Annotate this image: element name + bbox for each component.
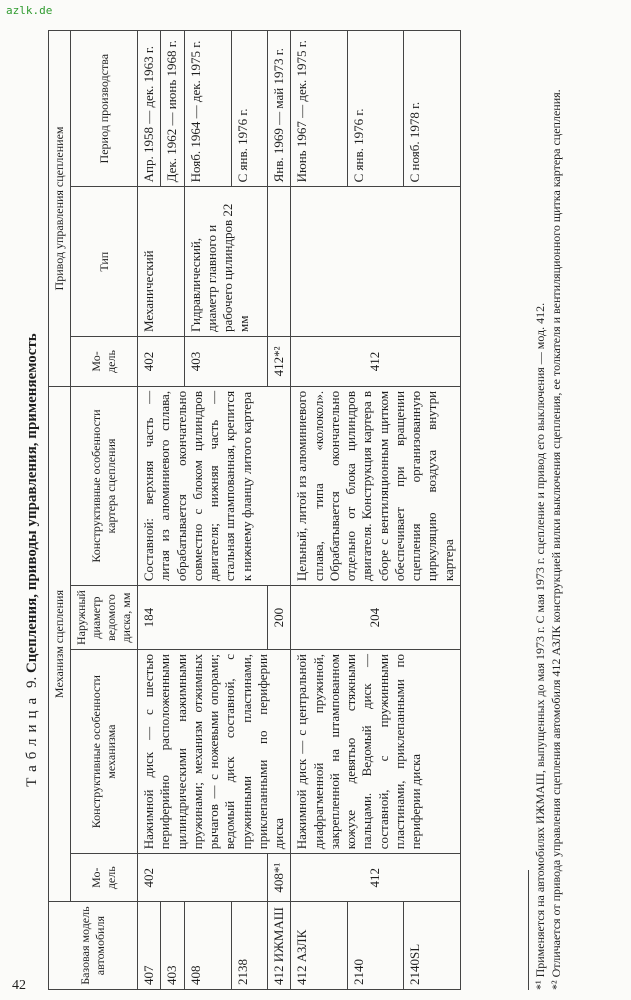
- base-model-cell: 2140SL: [404, 902, 461, 990]
- mech-features-cell: Нажимной диск — с шестью периферийно расположенными цилиндрическими нажимными пружинами; механизм отжимных рычагов — с ножевыми опорами; ведомый диск составной, с пружинными пластинами, приклепанными по периферии диска: [138, 650, 291, 854]
- drive-model-cell: 412: [291, 337, 461, 387]
- drive-type-cell: [291, 187, 461, 337]
- drive-model-cell: 412*²: [268, 337, 291, 387]
- period-cell: Апр. 1958 — дек. 1963 г.: [138, 31, 161, 187]
- caption-prefix: Таблица: [24, 691, 40, 787]
- clutch-table: [48, 30, 461, 990]
- header-drive-model: Мо-дель: [71, 337, 138, 387]
- base-model-cell: 408: [184, 902, 232, 990]
- caption-title: Сцепления, приводы управления, применяемость: [24, 333, 40, 674]
- period-cell: С янв. 1976 г.: [232, 31, 268, 187]
- base-model-cell: 2140: [347, 902, 404, 990]
- header-mech-features: Конструктивные особенности механизма: [71, 650, 138, 854]
- header-clutch-mechanism: Механизм сцепления: [49, 386, 71, 901]
- mech-features-cell: Нажимной диск — с центральной диафрагменной пружиной, закрепленной на штампованном кожухе девятью стяжными пальцами. Ведомый диск — составной, с пружинными пластинами, приклепанными по периферии диска: [291, 650, 461, 854]
- base-model-cell: 2138: [232, 902, 268, 990]
- table-row: [138, 31, 161, 990]
- footnote-2: *² Отличается от привода управления сцепления автомобиля 412 АЗЛК конструкцией вилки выключения сцепления, ее толкателя и вентиляционного щитка картера сцепления.: [548, 89, 563, 990]
- mech-model-cell: 408*¹: [268, 854, 291, 902]
- period-cell: Июнь 1967 — дек. 1975 г.: [291, 31, 348, 187]
- disc-diameter-cell: 200: [268, 586, 291, 650]
- period-cell: Дек. 1962 — июнь 1968 г.: [161, 31, 184, 187]
- drive-model-cell: 402: [138, 337, 185, 387]
- footnotes: [528, 30, 564, 990]
- table-row: [291, 31, 348, 990]
- base-model-cell: 403: [161, 902, 184, 990]
- caption-number: 9.: [24, 676, 40, 689]
- drive-type-cell: Гидравлический, диаметр главного и рабочего цилиндров 22 мм: [184, 187, 268, 337]
- period-cell: С нояб. 1978 г.: [404, 31, 461, 187]
- header-base-model: Базовая модель автомобиля: [49, 902, 138, 990]
- drive-type-cell: [268, 187, 291, 337]
- header-disc-diameter: Наружный диаметр ведомого диска, мм: [71, 586, 138, 650]
- header-drive-type: Тип: [71, 187, 138, 337]
- footnote-divider: [528, 870, 529, 990]
- header-housing-features: Конструктивные особенности картера сцепления: [71, 386, 138, 585]
- footnote-1: *¹ Применяется на автомобилях ИЖМАШ, выпущенных до мая 1973 г. С мая 1973 г. сцепление и привод его выключения — мод. 412.: [533, 302, 547, 990]
- disc-diameter-cell: 184: [138, 586, 268, 650]
- rotated-page: [18, 0, 593, 990]
- header-production-period: Период производства: [71, 31, 138, 187]
- mech-model-cell: 412: [291, 854, 461, 902]
- period-cell: Янв. 1969 — май 1973 г.: [268, 31, 291, 187]
- drive-model-cell: 403: [184, 337, 268, 387]
- drive-type-cell: Механический: [138, 187, 185, 337]
- watermark: azlk.de: [6, 4, 53, 17]
- base-model-cell: 407: [138, 902, 161, 990]
- page-number: 42: [12, 978, 26, 993]
- header-clutch-drive: Привод управления сцеплением: [49, 31, 71, 387]
- table-caption: [24, 130, 41, 990]
- period-cell: Нояб. 1964 — дек. 1975 г.: [184, 31, 232, 187]
- housing-features-cell: Цельный, литой из алюминиевого сплава, типа «колокол». Обрабатывается окончательно отдельно от блока цилиндров двигателя. Конструкция картера в сборе с вентиляционным щитком обеспечивает при вращении сцепления организованную циркуляцию воздуха внутри картера: [291, 386, 461, 585]
- base-model-cell: 412 ИЖМАШ: [268, 902, 291, 990]
- disc-diameter-cell: 204: [291, 586, 461, 650]
- header-mech-model: Мо-дель: [71, 854, 138, 902]
- housing-features-cell: Составной: верхняя часть — литая из алюминиевого сплава, обрабатывается окончательно совместно с блоком цилиндров двигателя; нижняя часть — стальная штампованная, крепится к нижнему фланцу литого картера: [138, 386, 291, 585]
- mech-model-cell: 402: [138, 854, 268, 902]
- base-model-cell: 412 АЗЛК: [291, 902, 348, 990]
- period-cell: С янв. 1976 г.: [347, 31, 404, 187]
